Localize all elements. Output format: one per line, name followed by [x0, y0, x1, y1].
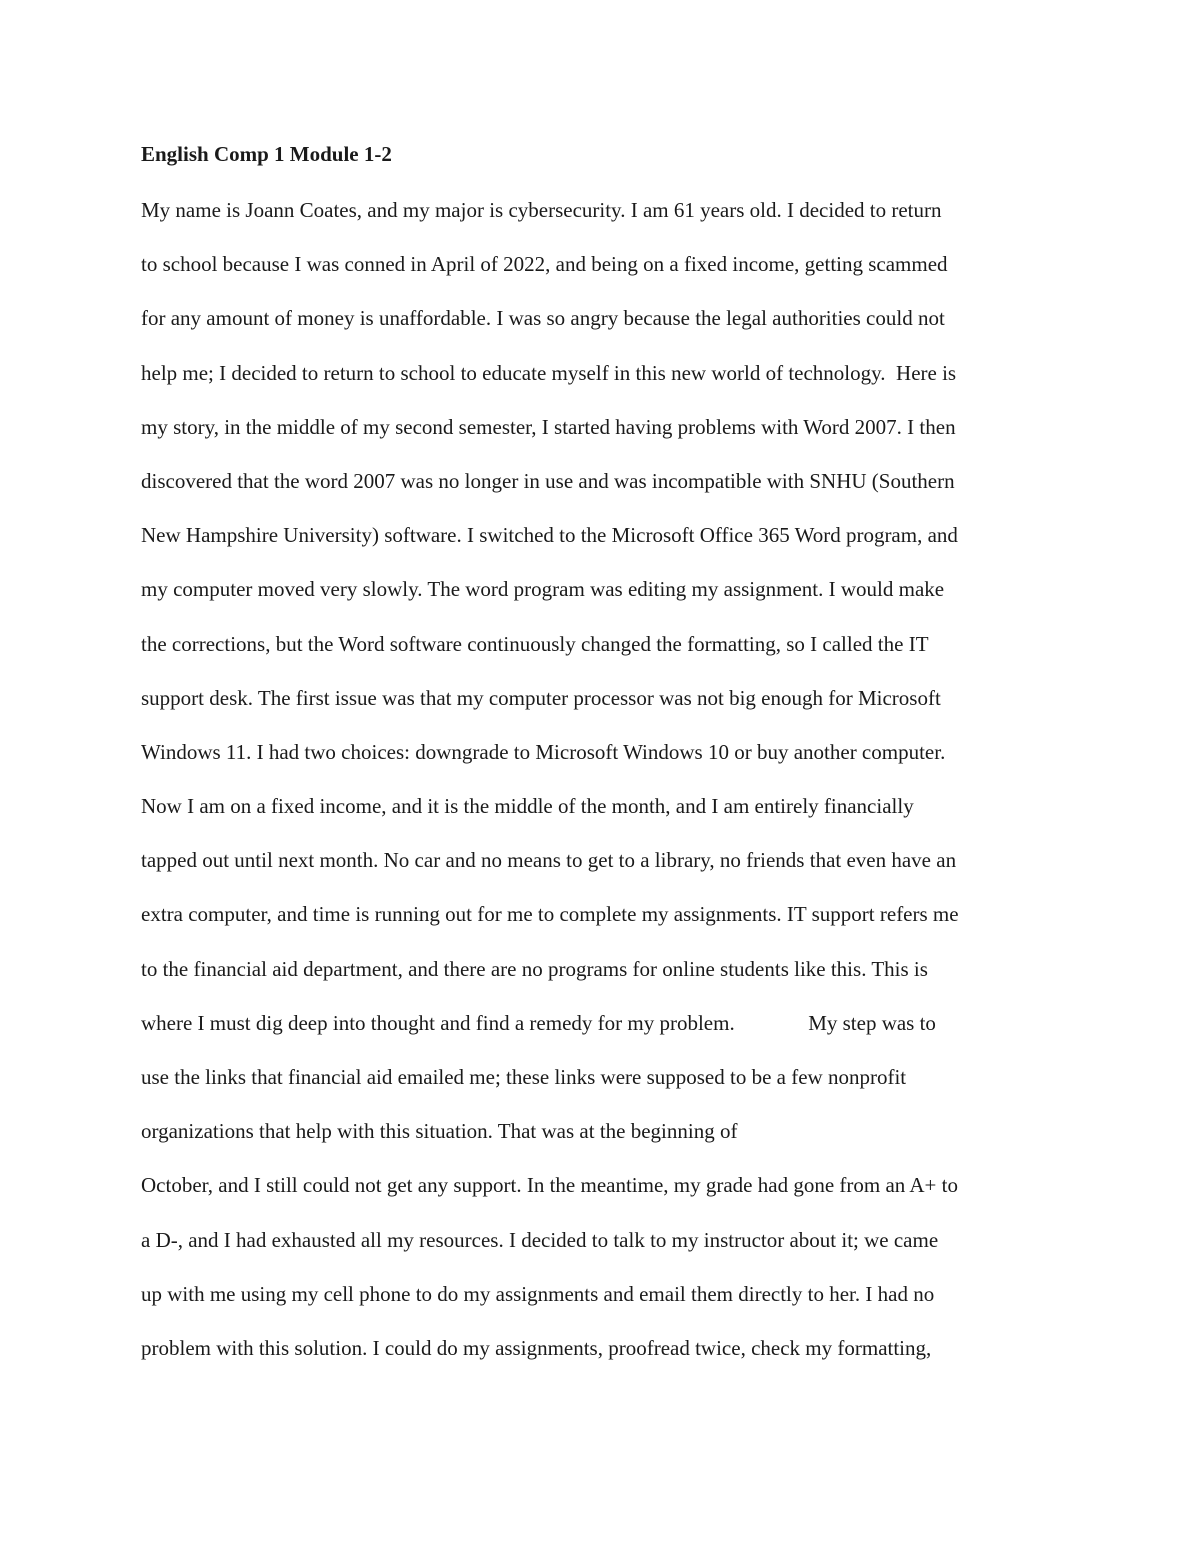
text-line: my story, in the middle of my second semester, I started having problems with Word 2007. I then: [141, 414, 956, 439]
text-line: to school because I was conned in April of 2022, and being on a fixed income, getting scammed: [141, 252, 948, 277]
text-line: for any amount of money is unaffordable. I was so angry because the legal authorities could not: [141, 306, 945, 331]
text-line: my computer moved very slowly. The word program was editing my assignment. I would make: [141, 577, 945, 602]
text-line: extra computer, and time is running out for me to complete my assignments. IT support refers me: [141, 902, 959, 927]
text-line: support desk. The first issue was that my computer processor was not big enough for Microsoft: [141, 685, 941, 710]
text-line: up with me using my cell phone to do my assignments and email them directly to her. I had no: [141, 1281, 935, 1306]
text-line: discovered that the word 2007 was no longer in use and was incompatible with SNHU (Southern: [141, 468, 955, 493]
text-line: help me; I decided to return to school to educate myself in this new world of technology. Here is: [141, 360, 957, 385]
text-line: tapped out until next month. No car and no means to get to a library, no friends that even have an: [141, 848, 957, 873]
text-line: the corrections, but the Word software continuously changed the formatting, so I called the IT: [141, 631, 929, 656]
text-line: problem with this solution. I could do my assignments, proofread twice, check my formatting,: [141, 1335, 932, 1360]
text-line: where I must dig deep into thought and find a remedy for my problem. My step was to: [141, 1010, 936, 1035]
body-text: [141, 194, 959, 1386]
text-line: Windows 11. I had two choices: downgrade to Microsoft Windows 10 or buy another computer.: [141, 739, 946, 764]
text-line: Now I am on a fixed income, and it is the middle of the month, and I am entirely financially: [141, 794, 914, 819]
text-line: New Hampshire University) software. I switched to the Microsoft Office 365 Word program, and: [141, 523, 958, 548]
text-line: organizations that help with this situation. That was at the beginning of: [141, 1119, 738, 1144]
text-line: a D-, and I had exhausted all my resources. I decided to talk to my instructor about it; we came: [141, 1227, 939, 1252]
text-line: use the links that financial aid emailed me; these links were supposed to be a few nonprofit: [141, 1065, 907, 1089]
text-line: to the financial aid department, and there are no programs for online students like this. This is: [141, 956, 928, 981]
document-title: English Comp 1 Module 1-2: [141, 142, 392, 166]
text-line: My name is Joann Coates, and my major is cybersecurity. I am 61 years old. I decided to return: [141, 198, 942, 222]
text-line: October, and I still could not get any support. In the meantime, my grade had gone from an A+ to: [141, 1173, 958, 1198]
